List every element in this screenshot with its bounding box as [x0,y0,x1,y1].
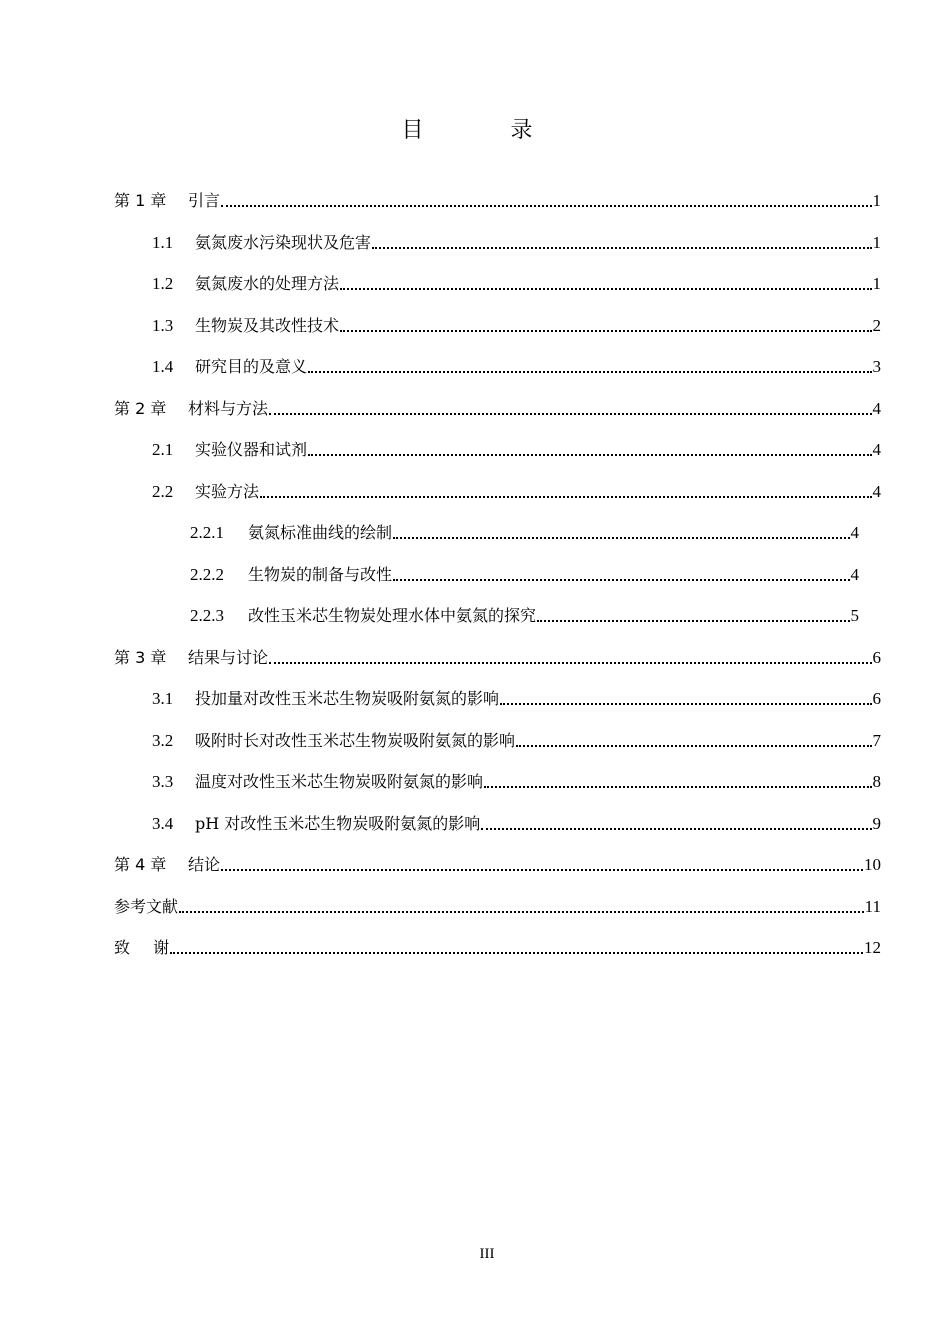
toc-entry-page: 3 [872,357,881,376]
toc-entry-number: 3.2 [152,731,174,750]
toc-entry-title: 参考文献 [114,897,179,916]
toc-dot-leader [221,868,863,871]
toc-entry-number: 2.2 [152,482,174,501]
toc-dot-leader [372,246,871,249]
toc-entry-number: 第 4 章 [114,855,167,874]
toc-entry-page: 6 [872,648,881,667]
toc-entry-number: 2.2.3 [190,606,224,625]
toc-entry-number: 2.1 [152,440,174,459]
toc-entry-number: 1.2 [152,274,174,293]
toc-entry[interactable] [114,637,881,669]
toc-entry-number: 3.3 [152,772,174,791]
toc-dot-leader [393,536,849,539]
toc-entry-page: 9 [872,814,881,833]
toc-entry[interactable] [152,678,881,710]
toc-entry-number: 1.1 [152,233,174,252]
toc-entry[interactable] [190,554,859,586]
toc-entry[interactable] [190,595,859,627]
toc-dot-leader [269,412,871,415]
toc-entry-number: 3.1 [152,689,174,708]
toc-entry-page: 1 [872,274,881,293]
toc-dot-leader [537,619,849,622]
toc-entry-page: 4 [872,399,881,418]
toc-entry-page: 8 [872,772,881,791]
toc-dot-leader [269,661,871,664]
toc-dot-leader [260,495,871,498]
toc-entry-page: 7 [872,731,881,750]
toc-dot-leader [340,329,871,332]
toc-dot-leader [308,453,871,456]
toc-entry-page: 2 [872,316,881,335]
toc-entry-page: 1 [872,191,881,210]
toc-entry-number: 第 3 章 [114,648,167,667]
toc-entry[interactable] [152,761,881,793]
toc-entry-page: 5 [850,606,859,625]
toc-entry-page: 10 [864,855,881,874]
toc-entry-title: 实验仪器和试剂 [195,440,308,459]
toc-entry-title: 致 谢 [114,938,170,957]
toc-entry[interactable] [114,844,881,876]
toc-entry[interactable] [114,927,881,959]
toc-entry-title: 结果与讨论 [188,648,269,667]
toc-entry-number: 第 1 章 [114,191,167,210]
toc-dot-leader [308,370,871,373]
toc-dot-leader [500,702,871,705]
toc-entry-page: 4 [850,523,859,542]
toc-entry[interactable] [114,388,881,420]
toc-entry-number: 2.2.2 [190,565,224,584]
toc-entry[interactable] [152,720,881,752]
toc-entry-page: 11 [864,897,881,916]
toc-entry-page: 4 [872,482,881,501]
toc-entry-page: 12 [864,938,881,957]
toc-dot-leader [484,785,871,788]
page-number: III [479,1246,495,1262]
toc-entry-title: 材料与方法 [188,399,269,418]
toc-entry-title: pH 对改性玉米芯生物炭吸附氨氮的影响 [195,814,481,833]
toc-entry-title: 改性玉米芯生物炭处理水体中氨氮的探究 [248,606,537,625]
toc-entry-title: 投加量对改性玉米芯生物炭吸附氨氮的影响 [195,689,500,708]
toc-entry-page: 6 [872,689,881,708]
toc-entry-title: 氨氮标准曲线的绘制 [248,523,393,542]
toc-entry-number: 1.3 [152,316,174,335]
toc-entry[interactable] [152,222,881,254]
toc-entry[interactable] [152,429,881,461]
toc-entry-title: 生物炭及其改性技术 [195,316,340,335]
toc-entry-title: 实验方法 [195,482,260,501]
toc-dot-leader [481,827,871,830]
toc-dot-leader [221,204,871,207]
toc-entry-title: 生物炭的制备与改性 [248,565,393,584]
toc-entry-page: 1 [872,233,881,252]
toc-entry-number: 3.4 [152,814,174,833]
toc-entry-page: 4 [872,440,881,459]
toc-dot-leader [179,910,864,913]
toc-entry-title: 吸附时长对改性玉米芯生物炭吸附氨氮的影响 [195,731,516,750]
toc-entry[interactable] [114,886,881,918]
toc-dot-leader [393,578,849,581]
toc-entry-title: 氨氮废水污染现状及危害 [195,233,372,252]
toc-entry-title: 结论 [188,855,221,874]
toc-entry-number: 2.2.1 [190,523,224,542]
toc-entry[interactable] [152,471,881,503]
toc-entry[interactable] [114,180,881,212]
toc-entry-number: 1.4 [152,357,174,376]
toc-dot-leader [170,951,863,954]
toc-entry[interactable] [152,346,881,378]
toc-entry-title: 研究目的及意义 [195,357,308,376]
toc-entry[interactable] [152,263,881,295]
toc-entry-title: 引言 [188,191,221,210]
toc-entry-number: 第 2 章 [114,399,167,418]
toc-dot-leader [340,287,871,290]
toc-entry-title: 温度对改性玉米芯生物炭吸附氨氮的影响 [195,772,484,791]
toc-entry-page: 4 [850,565,859,584]
toc-entry-title: 氨氮废水的处理方法 [195,274,340,293]
toc-entry[interactable] [152,803,881,835]
toc-entry[interactable] [152,305,881,337]
toc-entry[interactable] [190,512,859,544]
page-title: 目 录 [401,118,573,143]
toc-dot-leader [516,744,871,747]
